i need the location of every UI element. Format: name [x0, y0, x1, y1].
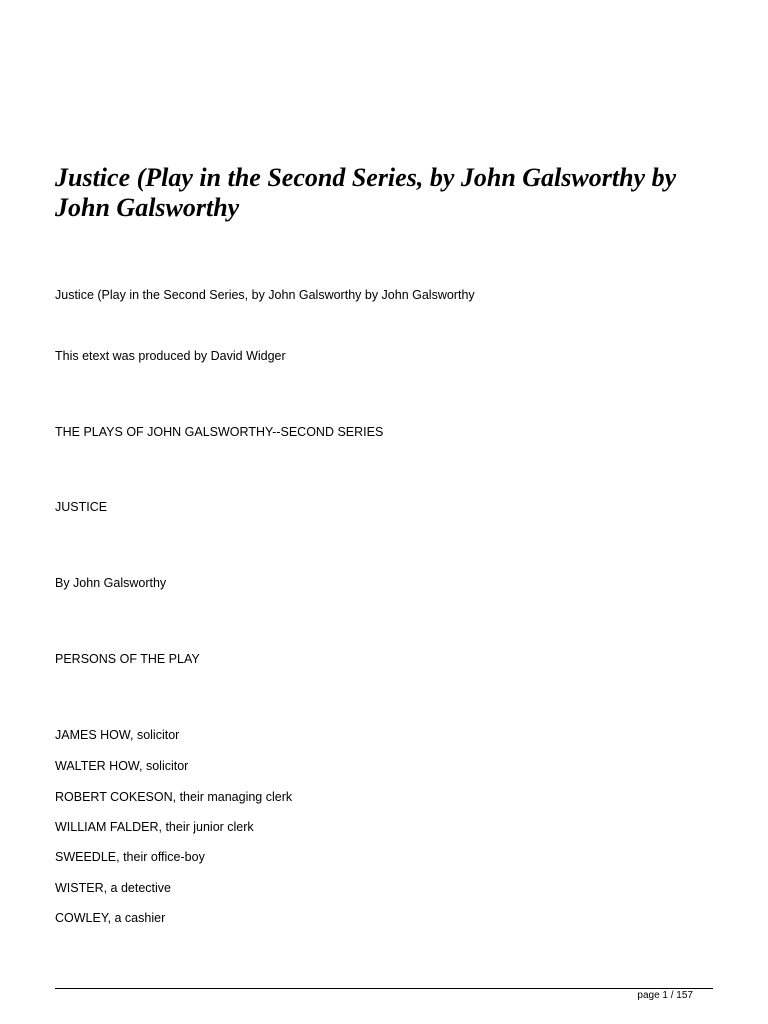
person-entry: WALTER HOW, solicitor	[55, 759, 189, 773]
persons-heading: PERSONS OF THE PLAY	[55, 652, 200, 666]
byline: By John Galsworthy	[55, 576, 167, 590]
person-entry: JAMES HOW, solicitor	[55, 728, 180, 742]
person-entry: WILLIAM FALDER, their junior clerk	[55, 820, 254, 834]
person-entry: COWLEY, a cashier	[55, 911, 166, 925]
person-entry: SWEEDLE, their office-boy	[55, 850, 205, 864]
person-entry: ROBERT COKESON, their managing clerk	[55, 790, 293, 804]
document-title: Justice (Play in the Second Series, by John Galsworthy by John Galsworthy	[55, 163, 677, 222]
person-entry: WISTER, a detective	[55, 881, 172, 895]
play-title: JUSTICE	[55, 500, 108, 514]
page-number: page 1 / 157	[637, 990, 693, 1001]
series-heading: THE PLAYS OF JOHN GALSWORTHY--SECOND SERIES	[55, 425, 384, 439]
footer-divider	[55, 988, 713, 989]
producer-line: This etext was produced by David Widger	[55, 349, 286, 363]
subtitle-line: Justice (Play in the Second Series, by John Galsworthy by John Galsworthy	[55, 288, 475, 302]
